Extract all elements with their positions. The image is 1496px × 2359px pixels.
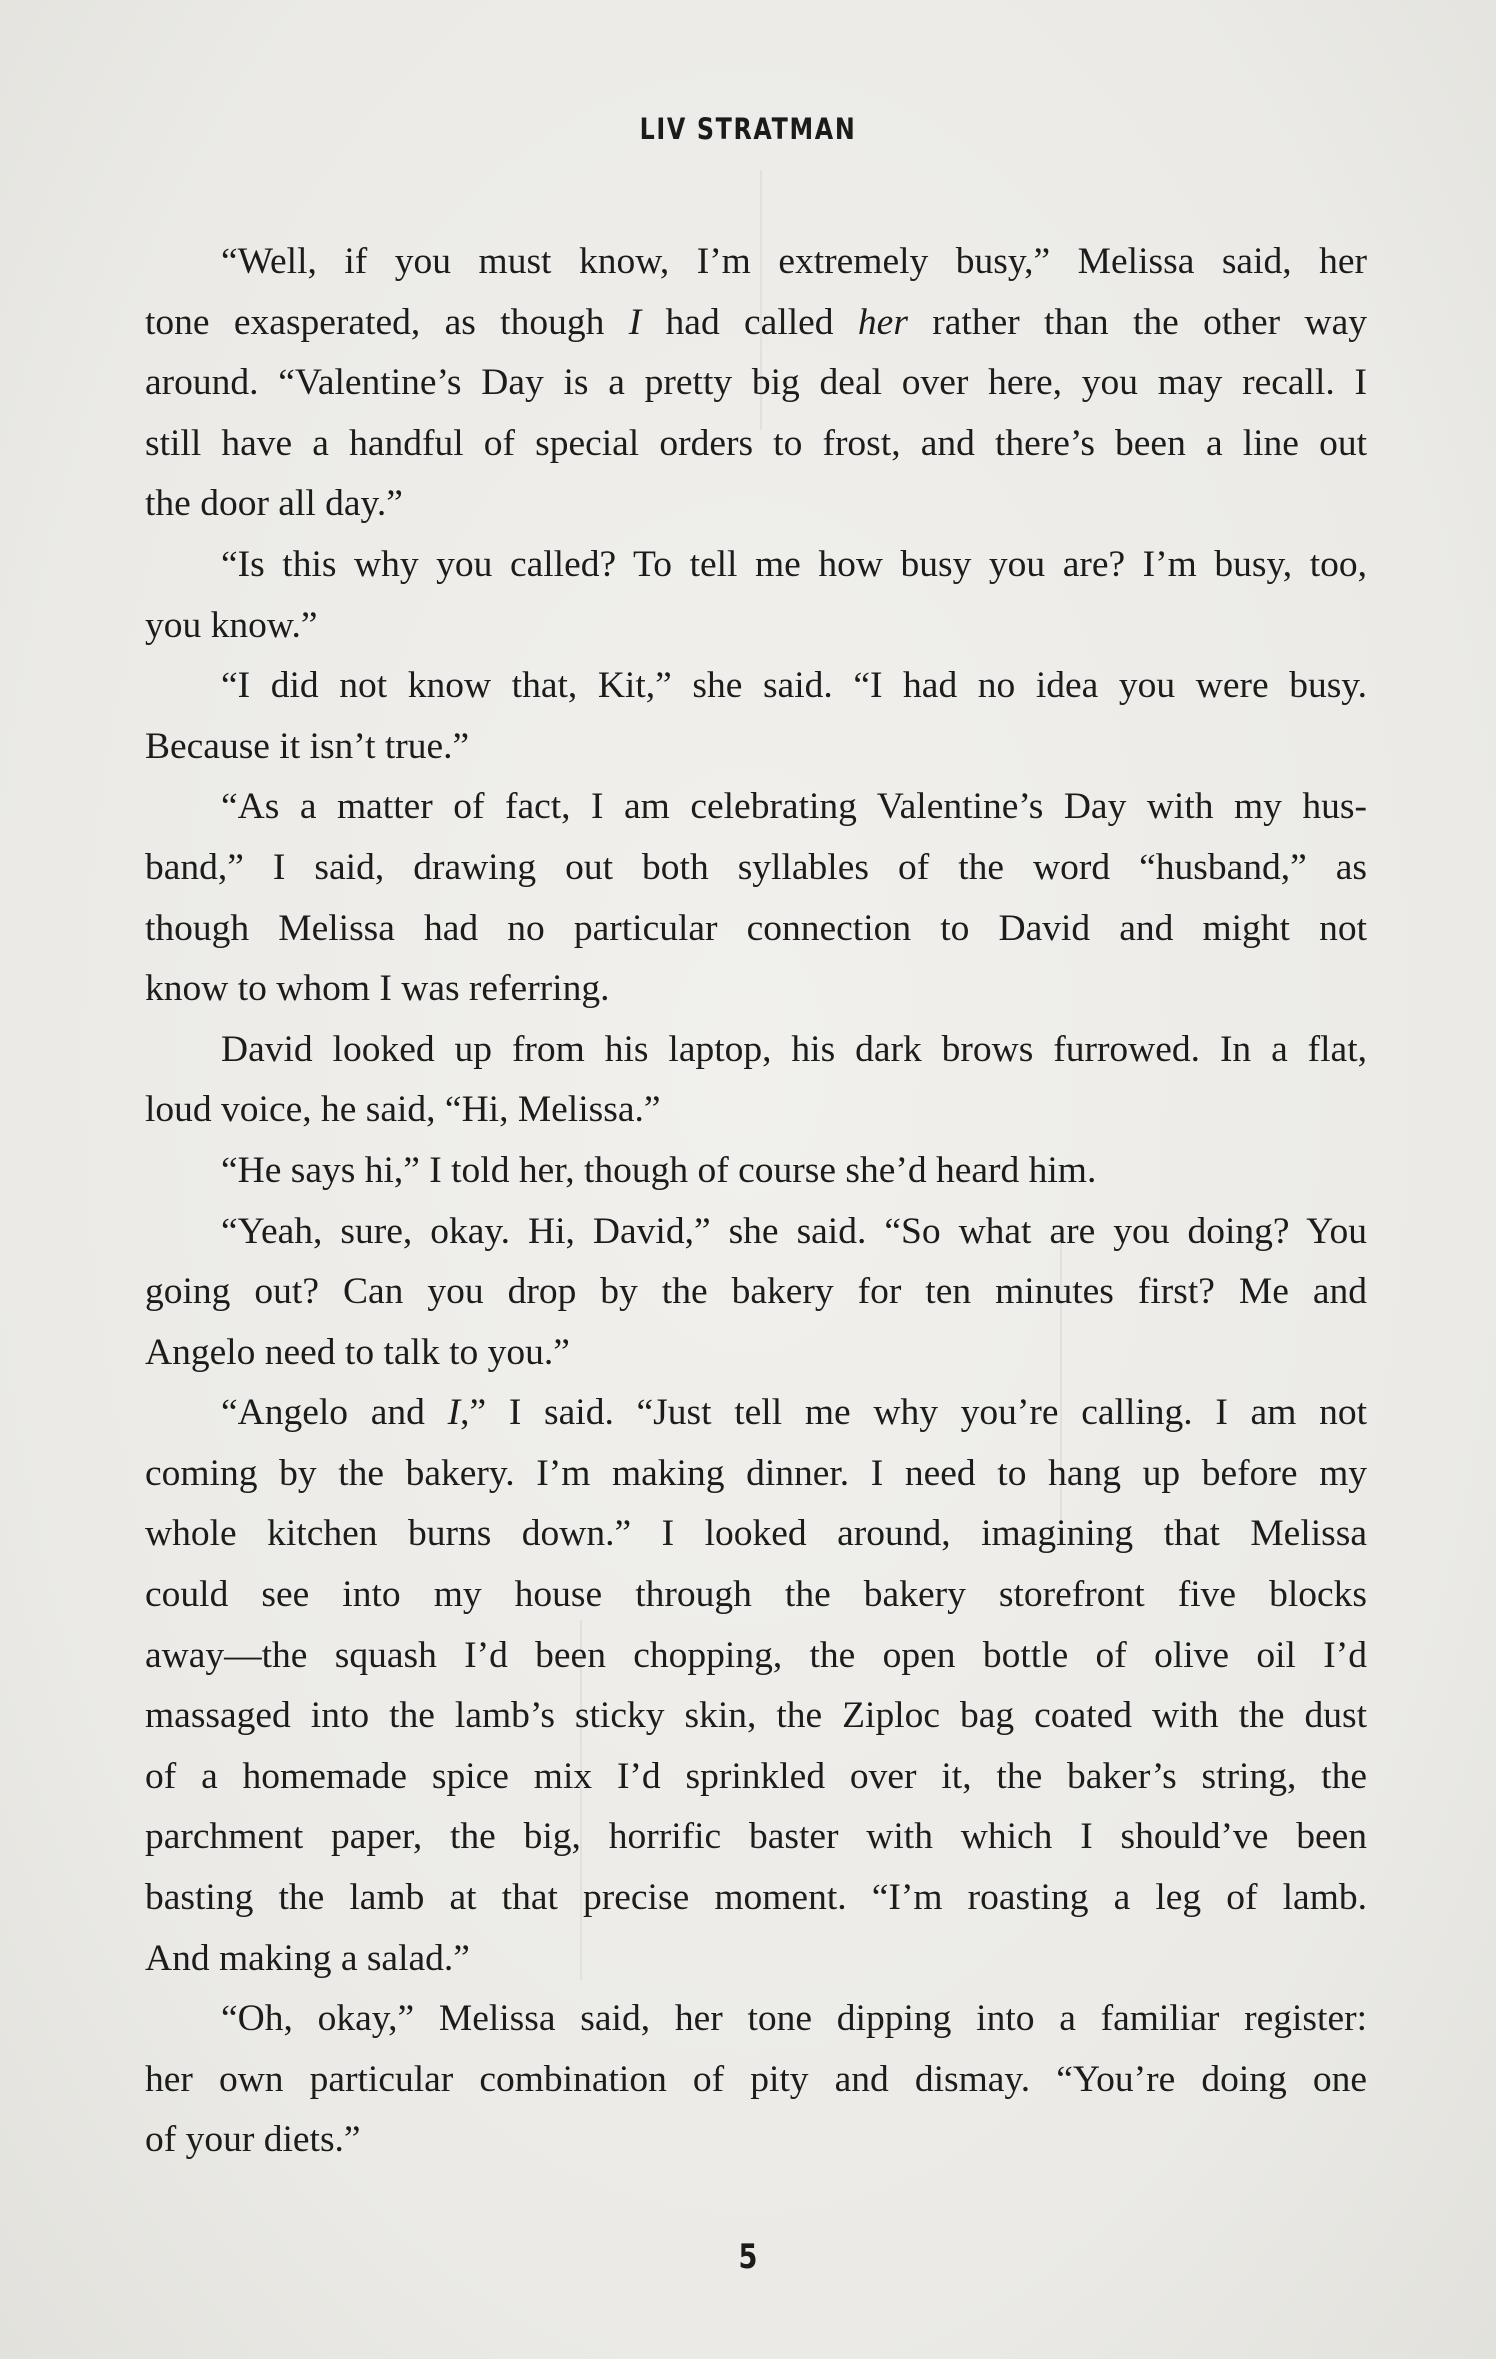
text-line: “Yeah, sure, okay. Hi, David,” she said. “So what are you doing? You	[221, 1210, 1367, 1252]
text-line: still have a handful of special orders to frost, and there’s been a line out	[145, 422, 1367, 464]
text-line: coming by the bakery. I’m making dinner. I need to hang up before my	[145, 1452, 1367, 1494]
text-line: whole kitchen burns down.” I looked around, imagining that Melissa	[145, 1513, 1367, 1555]
text-line: away—the squash I’d been chopping, the open bottle of olive oil I’d	[145, 1634, 1367, 1676]
text-line: of a homemade spice mix I’d sprinkled over it, the baker’s string, the	[145, 1755, 1367, 1797]
text-line: you know.”	[145, 604, 318, 646]
paragraph	[145, 1989, 1367, 2171]
text-line: “He says hi,” I told her, though of course she’d heard him.	[221, 1149, 1097, 1191]
text-line: Because it isn’t true.”	[145, 725, 470, 767]
page-number: 5	[738, 2237, 758, 2277]
text-line: band,” I said, drawing out both syllables of the word “husband,” as	[145, 846, 1367, 888]
paragraph	[145, 656, 1367, 777]
paragraph	[145, 232, 1367, 535]
text-line: know to whom I was referring.	[145, 968, 610, 1010]
text-line: of your diets.”	[145, 2119, 361, 2161]
text-line: going out? Can you drop by the bakery for ten minutes first? Me and	[145, 1271, 1367, 1313]
text-line: “Angelo and I,” I said. “Just tell me why you’re calling. I am not	[221, 1392, 1368, 1434]
text-line: massaged into the lamb’s sticky skin, the Ziploc bag coated with the dust	[145, 1695, 1367, 1737]
paragraph	[145, 535, 1367, 656]
paragraph	[145, 1020, 1367, 1141]
text-line: “I did not know that, Kit,” she said. “I had no idea you were busy.	[221, 665, 1367, 707]
body-text	[145, 232, 1367, 2171]
text-line: “Is this why you called? To tell me how busy you are? I’m busy, too,	[221, 543, 1367, 585]
paragraph	[145, 1141, 1367, 1202]
text-line: Angelo need to talk to you.”	[145, 1331, 570, 1373]
text-line: could see into my house through the bakery storefront five blocks	[145, 1574, 1367, 1616]
text-line: David looked up from his laptop, his dark brows furrowed. In a flat,	[221, 1028, 1367, 1070]
text-line: basting the lamb at that precise moment. “I’m roasting a leg of lamb.	[145, 1877, 1367, 1919]
text-line: around. “Valentine’s Day is a pretty big deal over here, you may recall. I	[145, 362, 1367, 404]
text-line: though Melissa had no particular connection to David and might not	[145, 907, 1367, 949]
text-line: tone exasperated, as though I had called her rather than the other way	[145, 301, 1367, 343]
paragraph	[145, 1383, 1367, 1989]
text-line: “As a matter of fact, I am celebrating Valentine’s Day with my hus-	[221, 786, 1367, 828]
text-line: And making a salad.”	[145, 1937, 470, 1979]
text-line: the door all day.”	[145, 483, 403, 525]
text-line: her own particular combination of pity and dismay. “You’re doing one	[145, 2058, 1367, 2100]
running-head: LIV STRATMAN	[639, 112, 857, 146]
paragraph	[145, 777, 1367, 1019]
text-line: “Oh, okay,” Melissa said, her tone dipping into a familiar register:	[221, 1998, 1367, 2040]
text-line: loud voice, he said, “Hi, Melissa.”	[145, 1089, 661, 1131]
text-line: “Well, if you must know, I’m extremely busy,” Melissa said, her	[221, 241, 1367, 282]
paragraph	[145, 1202, 1367, 1384]
text-line: parchment paper, the big, horrific baster with which I should’ve been	[145, 1816, 1367, 1858]
